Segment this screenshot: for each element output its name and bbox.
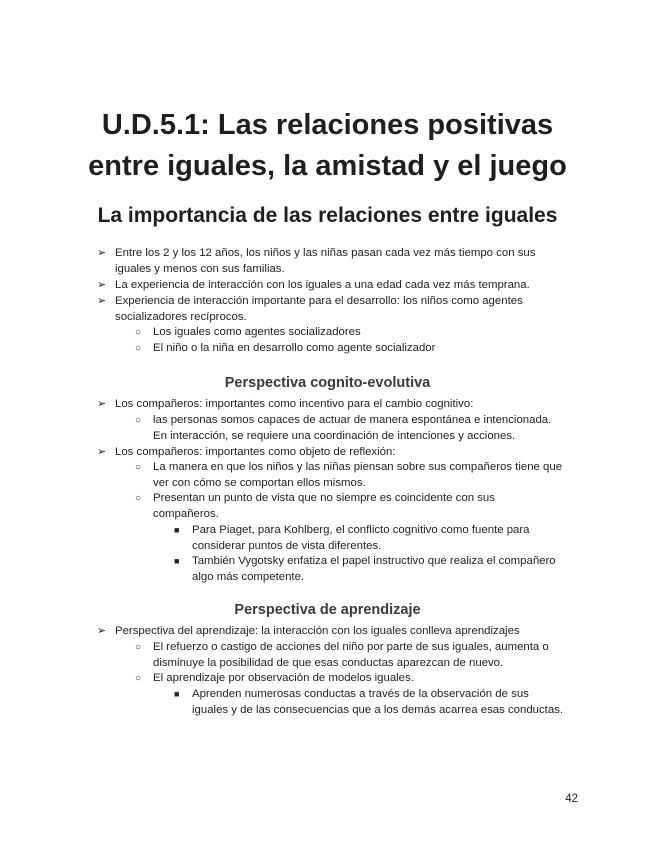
circle-bullet-icon: ○	[135, 327, 142, 338]
arrow-bullet-icon: ➢	[97, 398, 107, 410]
list-item-text: El aprendizaje por observación de modelos iguales.	[153, 672, 414, 684]
list-item-text: Entre los 2 y los 12 años, los niños y las niñas pasan cada vez más tiempo con sus	[115, 247, 536, 259]
list-item	[135, 671, 583, 687]
list-item-text: iguales y menos con sus familias.	[115, 262, 285, 275]
list-item	[97, 246, 585, 277]
list-item-text: ver con cómo se comportan ellos mismos.	[153, 476, 366, 489]
list-item-text: Para Piaget, para Kohlberg, el conflicto cognitivo como fuente para	[192, 524, 530, 536]
subsection-heading-cognitivo: Perspectiva cognito-evolutiva	[224, 375, 431, 391]
arrow-bullet-icon: ➢	[97, 247, 107, 259]
list-item-text: Perspectiva del aprendizaje: la interacción con los iguales conlleva aprendizajes	[115, 625, 520, 637]
circle-bullet-icon: ○	[135, 493, 142, 504]
list-item-text: las personas somos capaces de actuar de manera espontánea e intencionada.	[153, 414, 552, 426]
list-item-text: Presentan un punto de vista que no siempre es coincidente con sus	[153, 492, 495, 504]
list-item	[135, 341, 583, 357]
list-item-text: considerar puntos de vista diferentes.	[192, 539, 382, 552]
list-item-text: El refuerzo o castigo de acciones del niño por parte de sus iguales, aumenta o	[153, 641, 549, 653]
section-heading: La importancia de las relaciones entre iguales	[97, 204, 558, 227]
list-item-text: Aprenden numerosas conductas a través de la observación de sus	[192, 688, 529, 700]
list-item	[135, 413, 583, 444]
arrow-bullet-icon: ➢	[97, 625, 107, 637]
list-item-text: Los compañeros: importantes como objeto de reflexión:	[115, 446, 396, 458]
circle-bullet-icon: ○	[135, 642, 142, 653]
list-item-text: disminuye la posibilidad de que esas conductas aparezcan de nuevo.	[153, 656, 504, 669]
list-item-text: Los iguales como agentes socializadores	[153, 326, 361, 338]
list-item	[97, 624, 585, 640]
list-item	[97, 294, 585, 325]
square-bullet-icon: ■	[174, 525, 180, 535]
circle-bullet-icon: ○	[135, 415, 142, 426]
arrow-bullet-icon: ➢	[97, 295, 107, 307]
list-item-text: En interacción, se requiere una coordinación de intenciones y acciones.	[153, 429, 516, 442]
arrow-bullet-icon: ➢	[97, 279, 107, 291]
list-item-text: El niño o la niña en desarrollo como agente socializador	[153, 342, 436, 354]
list-item-text: iguales y de las consecuencias que a los demás acarrea esas conductas.	[192, 703, 564, 716]
title-line-1: U.D.5.1: Las relaciones positivas	[101, 109, 554, 141]
list-item-text: algo más competente.	[192, 570, 305, 583]
list-item	[174, 523, 592, 554]
list-item-text: Experiencia de interacción importante para el desarrollo: los niños como agentes	[115, 295, 523, 307]
circle-bullet-icon: ○	[135, 343, 142, 354]
title-line-2: entre iguales, la amistad y el juego	[88, 150, 567, 182]
circle-bullet-icon: ○	[135, 673, 142, 684]
page-number: 42	[565, 793, 578, 805]
list-item-text: compañeros.	[153, 507, 219, 520]
list-item-text: Los compañeros: importantes como incentivo para el cambio cognitivo:	[115, 398, 474, 410]
list-item-text: La manera en que los niños y las niñas piensan sobre sus compañeros tiene que	[153, 461, 563, 473]
list-item	[135, 325, 583, 341]
list-item	[174, 687, 592, 718]
list-item	[97, 397, 585, 413]
list-item	[174, 554, 592, 585]
arrow-bullet-icon: ➢	[97, 446, 107, 458]
list-item	[135, 460, 583, 491]
list-item-text: socializadores recíprocos.	[115, 310, 247, 323]
list-item-text: También Vygotsky enfatiza el papel instructivo que realiza el compañero	[192, 555, 556, 567]
square-bullet-icon: ■	[174, 556, 180, 566]
circle-bullet-icon: ○	[135, 462, 142, 473]
list-item	[97, 278, 585, 294]
subsection-heading-aprendizaje: Perspectiva de aprendizaje	[234, 602, 421, 618]
list-item	[135, 491, 583, 522]
list-item	[97, 445, 585, 461]
square-bullet-icon: ■	[174, 689, 180, 699]
list-item-text: La experiencia de interacción con los iguales a una edad cada vez más temprana.	[115, 279, 530, 291]
page-title	[60, 105, 595, 187]
list-item	[135, 640, 583, 671]
